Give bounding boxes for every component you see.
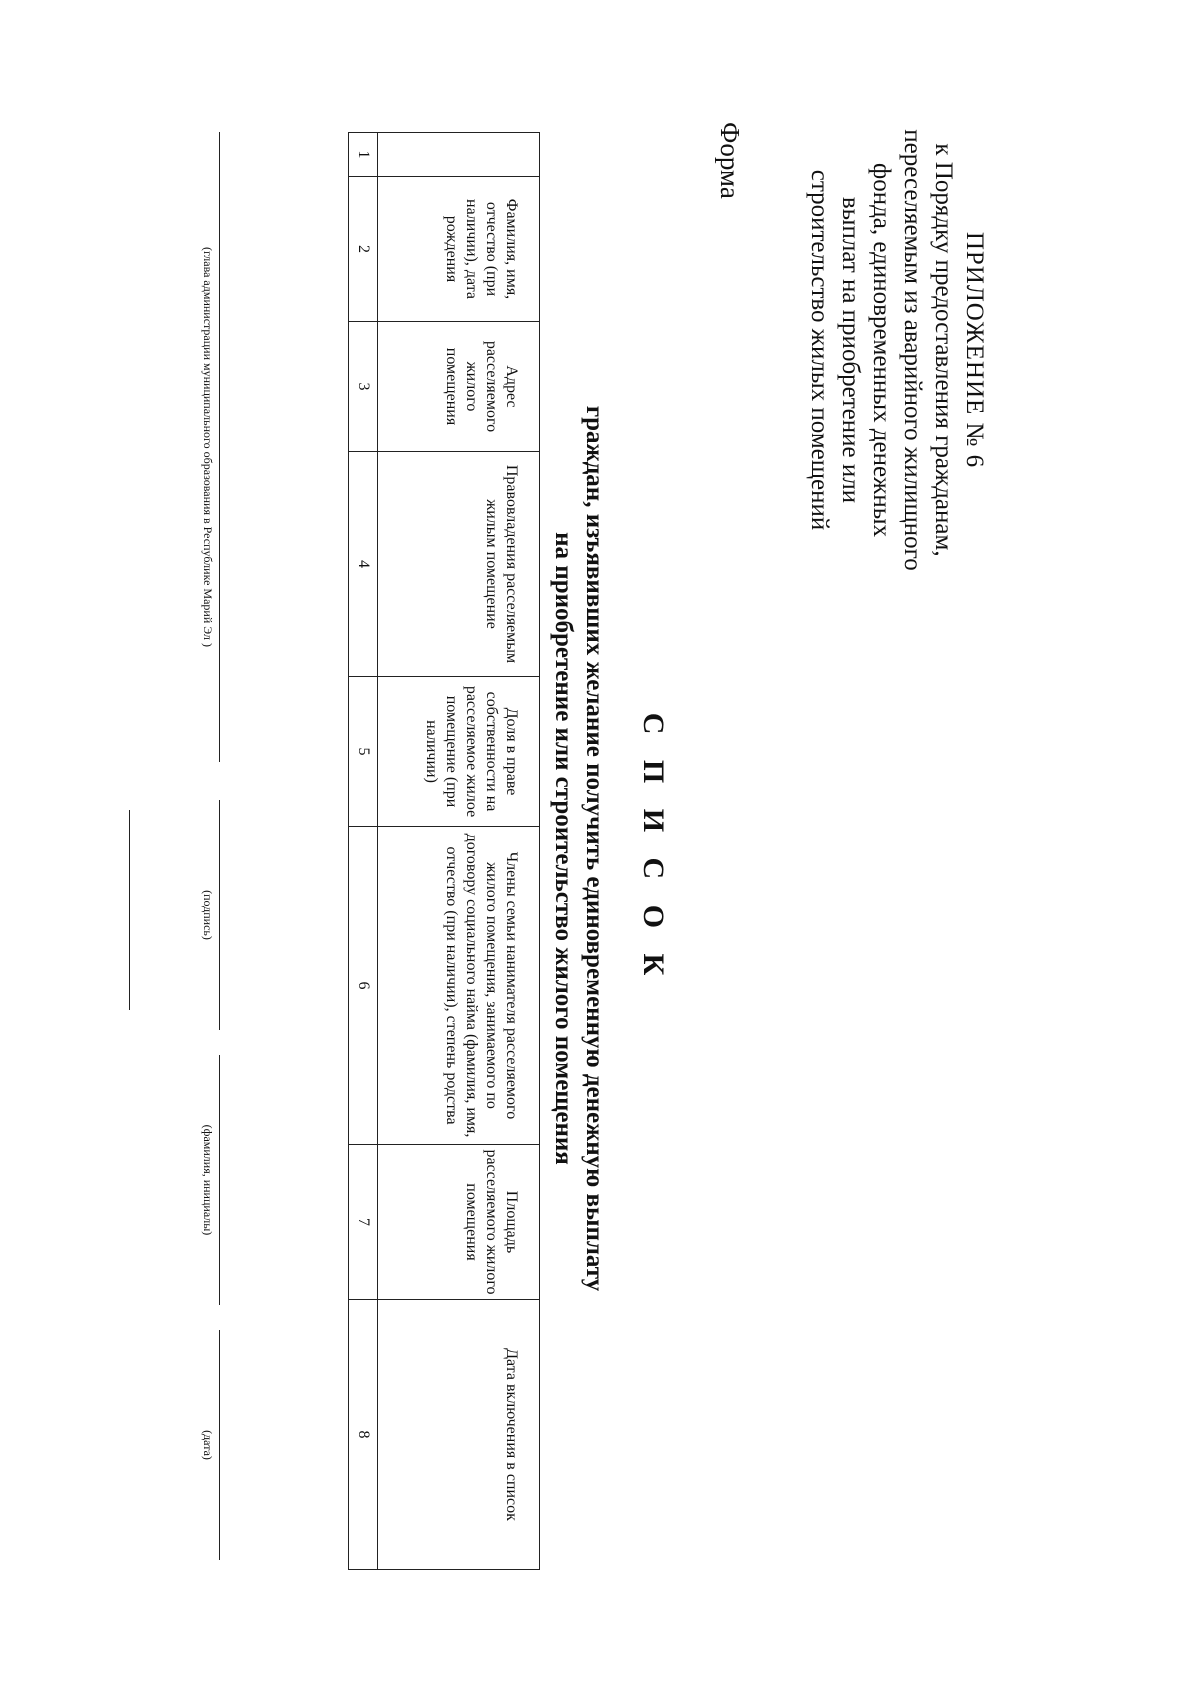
- column-number: 4: [349, 452, 378, 677]
- citizens-list-table: [348, 132, 540, 1570]
- appendix-header: [804, 120, 990, 580]
- header-cell: Адрес расселяемого жилого помещения: [378, 322, 540, 452]
- column-number: 2: [349, 177, 378, 322]
- form-label: Форма: [715, 122, 745, 199]
- table-header-row: [378, 133, 540, 1570]
- column-number: 3: [349, 322, 378, 452]
- header-cell: Члены семьи нанимателя расселяемого жилого помещения, занимаемого по договору социального найма (фамилия, имя, отчество (при наличии), степень родства: [378, 827, 540, 1145]
- column-number: 1: [349, 133, 378, 177]
- column-number-row: [349, 133, 378, 1570]
- header-cell: Доля в праве собственности на расселяемое жилое помещение (при наличии): [378, 677, 540, 827]
- column-number: 5: [349, 677, 378, 827]
- signature-blank-line: [129, 810, 130, 1010]
- appendix-title: ПРИЛОЖЕНИЕ № 6: [961, 231, 988, 469]
- signature-line: (подпись): [200, 800, 220, 1030]
- document-title: С П И С О К: [637, 712, 670, 985]
- subtitle-line-1: граждан, изъявивших желание получить единовременную денежную выплату: [581, 405, 608, 1292]
- header-cell: [378, 133, 540, 177]
- header-cell: Площадь расселяемого жилого помещения: [378, 1145, 540, 1300]
- date-line: (дата): [200, 1330, 220, 1560]
- appendix-line: переселяемым из аварийного жилищного: [899, 129, 926, 571]
- header-cell: Фамилия, имя, отчество (при наличии), дата рождения: [378, 177, 540, 322]
- subtitle-line-2: на приобретение или строительство жилого помещения: [550, 532, 577, 1165]
- header-cell: Правовладения расселяемым жилым помещение: [378, 452, 540, 677]
- appendix-line: строительство жилых помещений: [806, 169, 833, 531]
- document-subtitle: [548, 0, 610, 1697]
- name-initials-line: (фамилия, инициалы): [200, 1055, 220, 1305]
- appendix-line: к Порядку предоставления гражданам,: [930, 143, 957, 557]
- appendix-line: фонда, единовременных денежных: [868, 163, 895, 537]
- header-cell: Дата включения в список: [378, 1300, 540, 1570]
- column-number: 7: [349, 1145, 378, 1300]
- head-of-administration-line: (глава администрации муниципального образования в Республике Марий Эл ): [200, 132, 220, 762]
- appendix-line: выплат на приобретение или: [837, 196, 864, 504]
- column-number: 6: [349, 827, 378, 1145]
- column-number: 8: [349, 1300, 378, 1570]
